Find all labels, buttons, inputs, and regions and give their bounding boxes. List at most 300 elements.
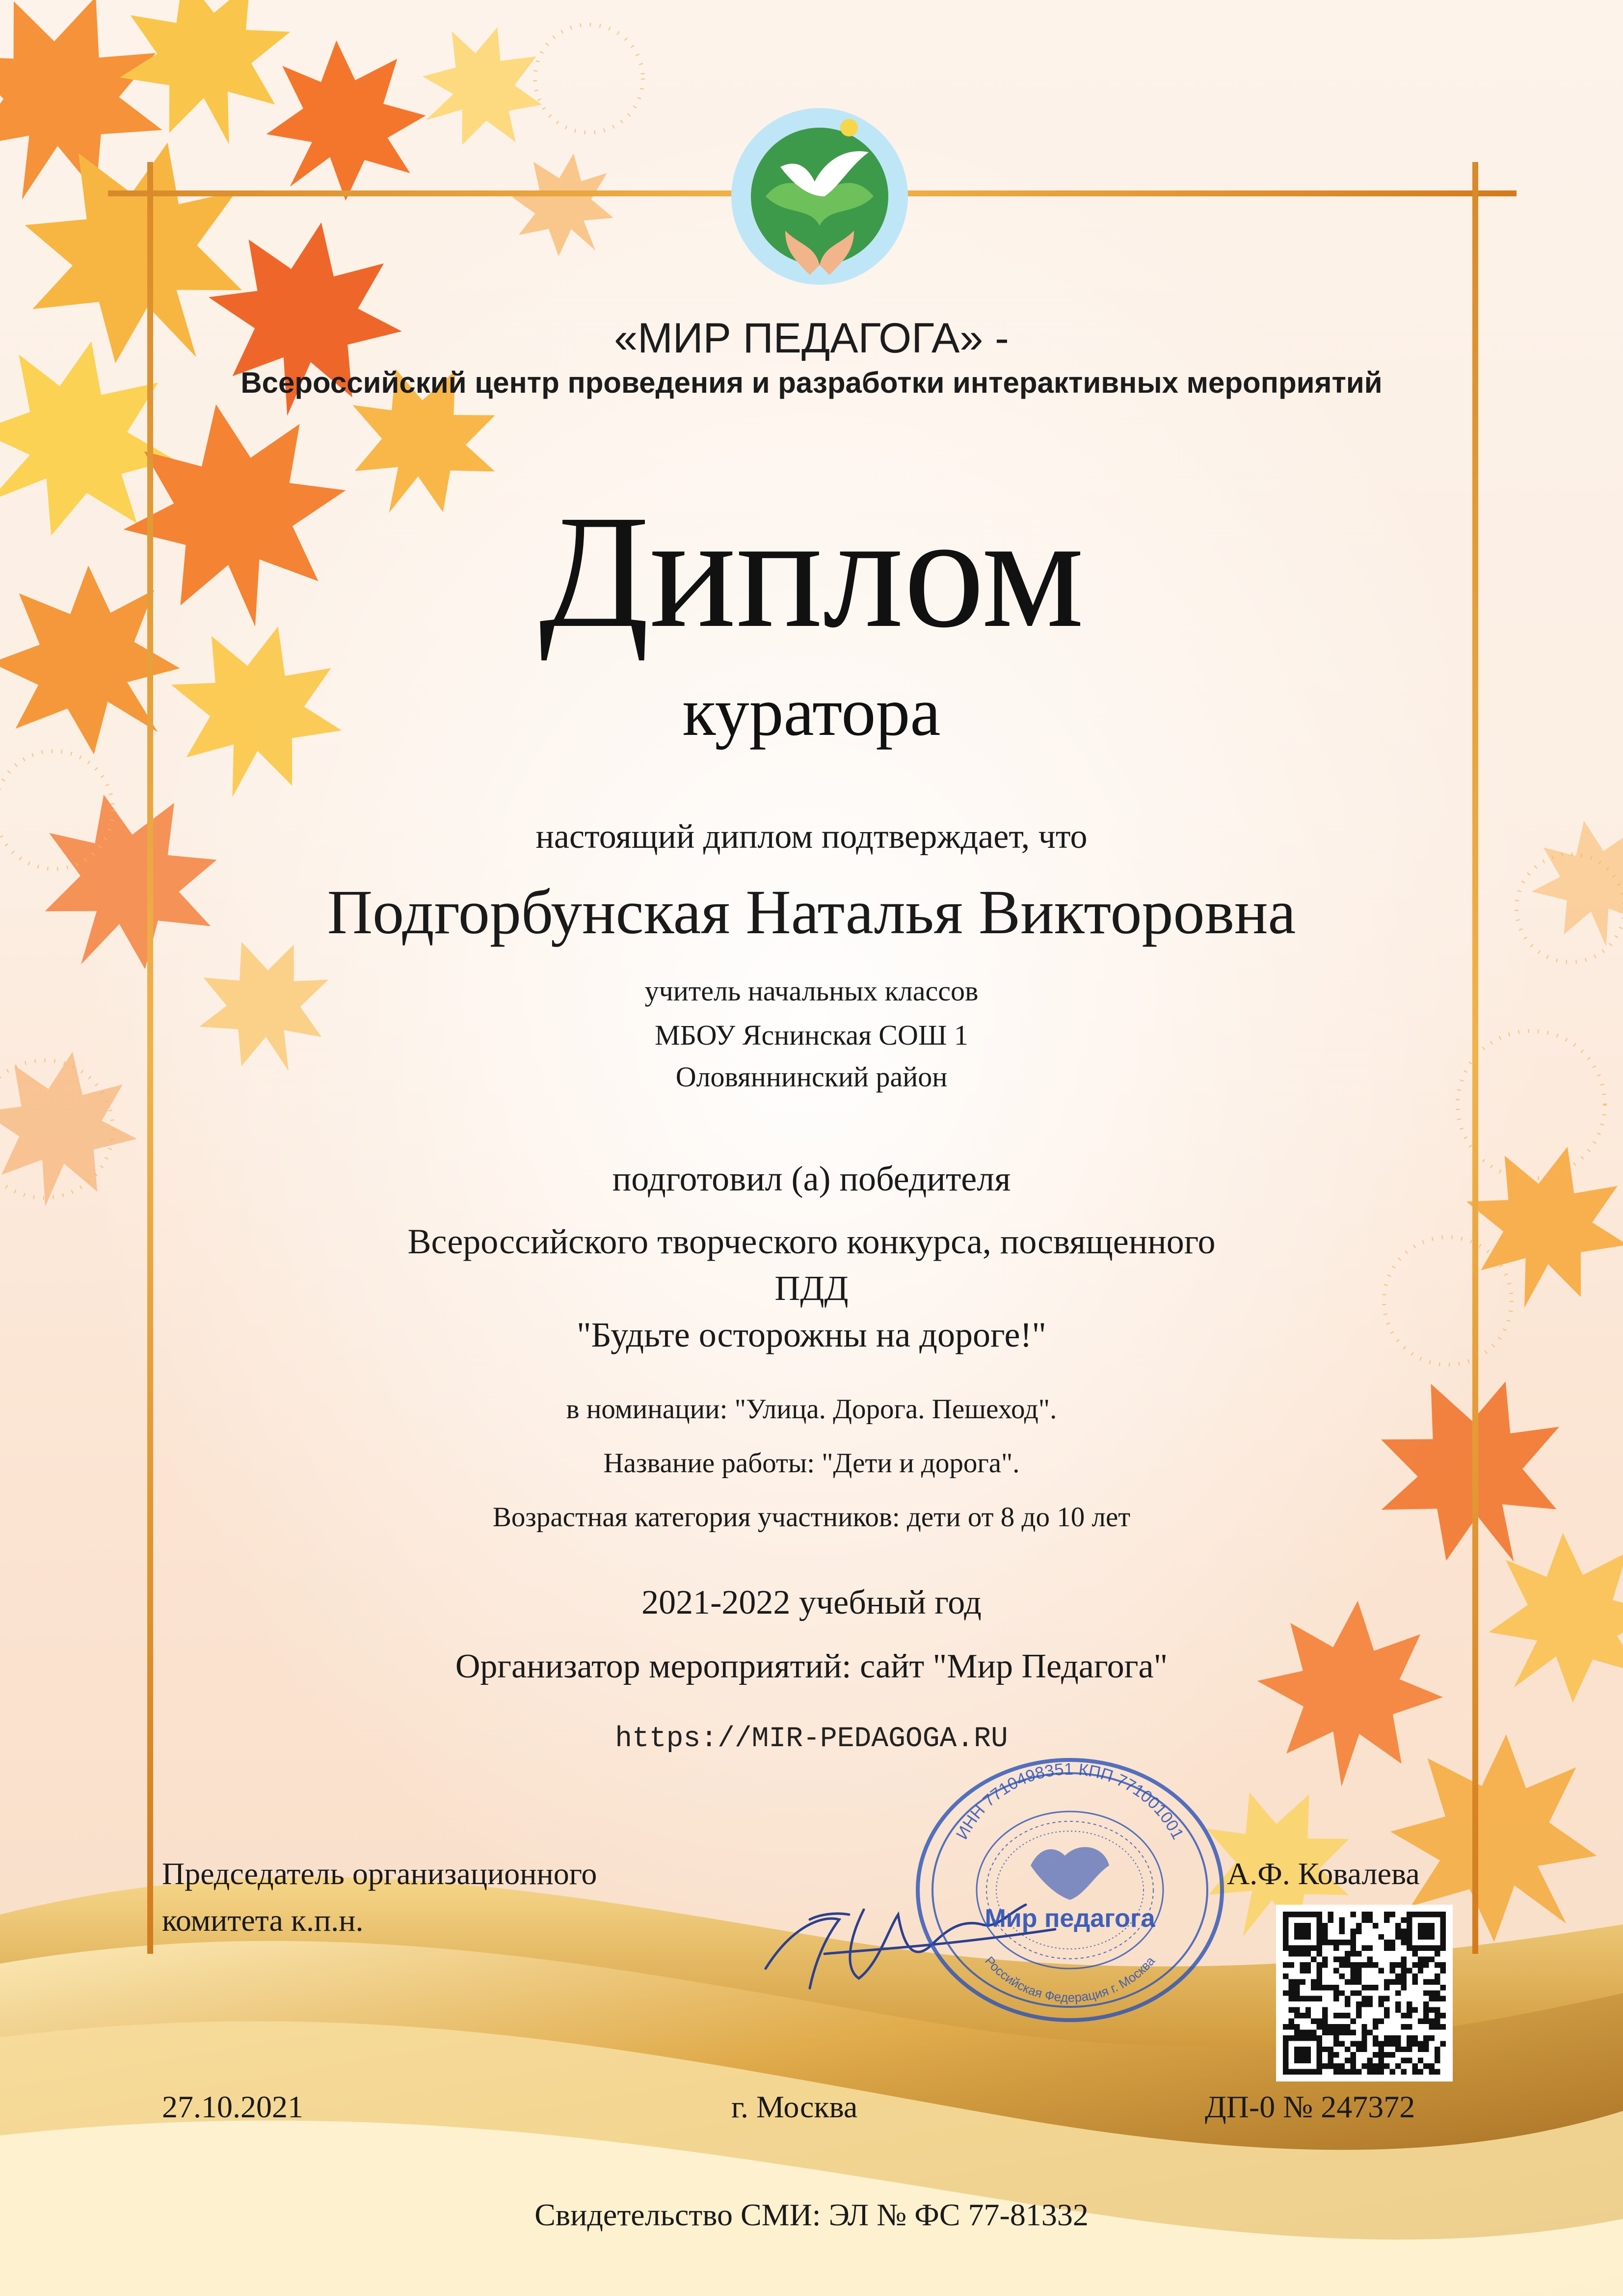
qr-module: [1423, 1912, 1429, 1917]
qr-module: [1322, 2007, 1328, 2013]
qr-module: [1345, 2024, 1350, 2029]
qr-module: [1429, 2063, 1435, 2069]
qr-module: [1367, 1957, 1373, 1962]
qr-module: [1317, 1923, 1322, 1928]
qr-module: [1300, 1928, 1305, 1934]
qr-module: [1361, 2047, 1367, 2052]
qr-module: [1333, 1940, 1339, 1945]
stamp-outer-text: ИНН 7710498351 КПП 771001001: [952, 1760, 1188, 1843]
qr-module: [1373, 1923, 1378, 1928]
qr-module: [1333, 2013, 1339, 2018]
qr-module: [1423, 2001, 1429, 2007]
qr-module: [1407, 1968, 1412, 1973]
qr-module: [1300, 2058, 1305, 2063]
qr-module: [1305, 2035, 1311, 2041]
diploma-title: Диплом: [539, 482, 1084, 661]
qr-module: [1407, 2041, 1412, 2046]
qr-module: [1328, 1917, 1333, 1922]
qr-module: [1345, 1996, 1350, 2001]
qr-module: [1317, 1973, 1322, 1979]
qr-module: [1333, 1996, 1339, 2001]
qr-module: [1401, 1928, 1406, 1934]
qr-module: [1294, 1923, 1300, 1928]
qr-module: [1379, 2069, 1384, 2075]
qr-module: [1401, 1934, 1406, 1940]
qr-module: [1390, 2052, 1395, 2057]
qr-module: [1283, 1940, 1288, 1945]
qr-module: [1440, 1928, 1446, 1934]
qr-module: [1317, 1934, 1322, 1940]
qr-module: [1317, 2069, 1322, 2075]
qr-module: [1333, 2035, 1339, 2041]
qr-module: [1322, 2024, 1328, 2029]
qr-module: [1418, 2069, 1423, 2075]
qr-module: [1412, 1962, 1417, 1968]
qr-module: [1440, 1912, 1446, 1917]
qr-module: [1322, 2019, 1328, 2024]
qr-module: [1356, 2007, 1361, 2013]
qr-module: [1328, 1940, 1333, 1945]
qr-module: [1379, 2041, 1384, 2046]
qr-module: [1418, 2047, 1423, 2052]
qr-module: [1390, 2035, 1395, 2041]
stamp-center-text: Мир педагога: [984, 1904, 1155, 1933]
qr-module: [1407, 1912, 1412, 1917]
qr-module: [1333, 1985, 1339, 1990]
qr-module: [1429, 2007, 1435, 2013]
qr-module: [1390, 1979, 1395, 1984]
qr-module: [1300, 1962, 1305, 1968]
qr-module: [1322, 1985, 1328, 1990]
qr-module: [1379, 1996, 1384, 2001]
qr-module: [1429, 1990, 1435, 1996]
qr-module: [1423, 2007, 1429, 2013]
qr-module: [1407, 2007, 1412, 2013]
qr-module: [1384, 1917, 1389, 1922]
qr-module: [1361, 2024, 1367, 2029]
qr-module: [1350, 1951, 1356, 1956]
qr-module: [1311, 2019, 1316, 2024]
qr-module: [1423, 1945, 1429, 1951]
qr-module: [1339, 1940, 1344, 1945]
qr-module: [1361, 1962, 1367, 1968]
qr-module: [1317, 1985, 1322, 1990]
qr-module: [1322, 1934, 1328, 1940]
qr-module: [1412, 2069, 1417, 2075]
qr-module: [1390, 1940, 1395, 1945]
qr-module: [1440, 1945, 1446, 1951]
qr-module: [1305, 1912, 1311, 1917]
qr-module: [1317, 1940, 1322, 1945]
qr-module: [1412, 2035, 1417, 2041]
qr-module: [1418, 2041, 1423, 2046]
qr-module: [1311, 2029, 1316, 2035]
qr-module: [1345, 1962, 1350, 1968]
qr-module: [1356, 1951, 1361, 1956]
qr-module: [1345, 2058, 1350, 2063]
qr-module: [1395, 1934, 1401, 1940]
qr-module: [1384, 2013, 1389, 2018]
qr-module: [1345, 1979, 1350, 1984]
qr-module: [1294, 1979, 1300, 1984]
qr-module: [1283, 1973, 1288, 1979]
stamp-bottom-text: Российская Федерация г. Москва: [982, 1953, 1158, 2005]
qr-module: [1407, 1923, 1412, 1928]
qr-module: [1288, 2007, 1294, 2013]
qr-module: [1350, 2052, 1356, 2057]
qr-module: [1412, 1973, 1417, 1979]
qr-module: [1300, 1979, 1305, 1984]
qr-module: [1300, 1912, 1305, 1917]
qr-module: [1350, 1945, 1356, 1951]
qr-module: [1440, 2041, 1446, 2046]
qr-module: [1339, 2013, 1344, 2018]
qr-module: [1350, 2041, 1356, 2046]
qr-module: [1429, 1957, 1435, 1962]
qr-module: [1300, 2029, 1305, 2035]
qr-code: [1276, 1905, 1453, 2081]
qr-module: [1435, 1990, 1440, 1996]
media-certificate: Свидетельство СМИ: ЭЛ № ФС 77-81332: [534, 2197, 1089, 2232]
qr-module: [1379, 2052, 1384, 2057]
academic-year: 2021-2022 учебный год: [641, 1584, 982, 1621]
qr-module: [1423, 2019, 1429, 2024]
qr-module: [1384, 1940, 1389, 1945]
qr-module: [1305, 2007, 1311, 2013]
qr-module: [1401, 1985, 1406, 1990]
qr-module: [1328, 2058, 1333, 2063]
qr-module: [1361, 1996, 1367, 2001]
qr-module: [1311, 2069, 1316, 2075]
qr-module: [1361, 2029, 1367, 2035]
qr-module: [1395, 1928, 1401, 1934]
qr-module: [1350, 2029, 1356, 2035]
qr-module: [1356, 1962, 1361, 1968]
qr-module: [1283, 1917, 1288, 1922]
qr-module: [1395, 2007, 1401, 2013]
qr-module: [1429, 1934, 1435, 1940]
qr-module: [1328, 2063, 1333, 2069]
qr-module: [1418, 1945, 1423, 1951]
qr-module: [1435, 1979, 1440, 1984]
qr-module: [1339, 2029, 1344, 2035]
qr-module: [1367, 2001, 1373, 2007]
qr-module: [1418, 1962, 1423, 1968]
qr-module: [1379, 2019, 1384, 2024]
qr-module: [1288, 1945, 1294, 1951]
qr-module: [1367, 1985, 1373, 1990]
qr-module: [1333, 1968, 1339, 1973]
qr-module: [1288, 1990, 1294, 1996]
qr-module: [1435, 2058, 1440, 2063]
qr-module: [1305, 2069, 1311, 2075]
qr-module: [1435, 2007, 1440, 2013]
qr-module: [1345, 2029, 1350, 2035]
qr-module: [1407, 1934, 1412, 1940]
qr-module: [1311, 1996, 1316, 2001]
qr-module: [1390, 1962, 1395, 1968]
qr-module: [1440, 1996, 1446, 2001]
qr-module: [1356, 1979, 1361, 1984]
qr-module: [1283, 2024, 1288, 2029]
qr-module: [1317, 1912, 1322, 1917]
qr-module: [1317, 2052, 1322, 2057]
qr-module: [1283, 2063, 1288, 2069]
qr-module: [1418, 2019, 1423, 2024]
qr-module: [1429, 1923, 1435, 1928]
qr-module: [1384, 2007, 1389, 2013]
qr-module: [1305, 2013, 1311, 2018]
qr-module: [1305, 1945, 1311, 1951]
qr-module: [1356, 1973, 1361, 1979]
qr-module: [1407, 2035, 1412, 2041]
qr-module: [1328, 1912, 1333, 1917]
qr-module: [1322, 2047, 1328, 2052]
qr-module: [1300, 2035, 1305, 2041]
recipient-name: Подгорбунская Наталья Викторовна: [327, 877, 1296, 947]
qr-module: [1356, 2047, 1361, 2052]
qr-module: [1294, 1985, 1300, 1990]
qr-module: [1283, 2041, 1288, 2046]
qr-module: [1373, 2035, 1378, 2041]
qr-module: [1435, 2019, 1440, 2024]
qr-module: [1373, 2041, 1378, 2046]
qr-module: [1407, 1940, 1412, 1945]
qr-module: [1305, 2029, 1311, 2035]
qr-module: [1407, 1945, 1412, 1951]
qr-module: [1345, 1957, 1350, 1962]
qr-module: [1317, 1945, 1322, 1951]
qr-module: [1333, 1945, 1339, 1951]
qr-module: [1423, 2063, 1429, 2069]
qr-module: [1294, 1945, 1300, 1951]
qr-module: [1300, 2069, 1305, 2075]
qr-module: [1423, 1934, 1429, 1940]
qr-module: [1401, 2024, 1406, 2029]
qr-module: [1440, 1917, 1446, 1922]
contest-line-2: ПДД: [774, 1269, 849, 1308]
qr-module: [1356, 2001, 1361, 2007]
qr-module: [1373, 2069, 1378, 2075]
qr-module: [1283, 1945, 1288, 1951]
qr-module: [1288, 2019, 1294, 2024]
qr-module: [1367, 2063, 1373, 2069]
qr-module: [1283, 1990, 1288, 1996]
issue-city: г. Москва: [731, 2089, 858, 2124]
qr-module: [1300, 1968, 1305, 1973]
qr-module: [1367, 1912, 1373, 1917]
website-url: https://MIR-PEDAGOGA.RU: [615, 1723, 1008, 1755]
qr-module: [1440, 1923, 1446, 1928]
qr-module: [1401, 2047, 1406, 2052]
qr-module: [1412, 2041, 1417, 2046]
qr-module: [1373, 2063, 1378, 2069]
qr-module: [1322, 2029, 1328, 2035]
qr-module: [1423, 1979, 1429, 1984]
qr-module: [1322, 2013, 1328, 2018]
qr-module: [1345, 2047, 1350, 2052]
qr-module: [1317, 2024, 1322, 2029]
qr-module: [1283, 1923, 1288, 1928]
qr-module: [1390, 1968, 1395, 1973]
qr-module: [1429, 2019, 1435, 2024]
qr-module: [1317, 1962, 1322, 1968]
qr-module: [1311, 2035, 1316, 2041]
qr-module: [1322, 1962, 1328, 1968]
qr-module: [1356, 1923, 1361, 1928]
qr-module: [1361, 2041, 1367, 2046]
qr-module: [1288, 2035, 1294, 2041]
qr-module: [1379, 2063, 1384, 2069]
qr-module: [1429, 1945, 1435, 1951]
qr-module: [1361, 2001, 1367, 2007]
mir-pedagoga-logo: [726, 98, 913, 295]
qr-module: [1322, 1940, 1328, 1945]
qr-module: [1401, 1940, 1406, 1945]
qr-module: [1440, 1934, 1446, 1940]
qr-module: [1283, 2052, 1288, 2057]
qr-module: [1356, 2013, 1361, 2018]
organization-name: «МИР ПЕДАГОГА» -: [614, 315, 1009, 362]
qr-module: [1429, 2024, 1435, 2029]
qr-module: [1300, 1945, 1305, 1951]
qr-module: [1311, 1912, 1316, 1917]
qr-module: [1373, 2024, 1378, 2029]
qr-module: [1300, 1951, 1305, 1956]
qr-module: [1367, 2058, 1373, 2063]
qr-module: [1379, 2001, 1384, 2007]
qr-module: [1395, 2063, 1401, 2069]
qr-module: [1367, 1945, 1373, 1951]
qr-module: [1361, 1917, 1367, 1922]
qr-module: [1429, 1996, 1435, 2001]
qr-module: [1440, 1985, 1446, 1990]
qr-module: [1395, 1973, 1401, 1979]
qr-module: [1328, 2052, 1333, 2057]
qr-module: [1300, 1996, 1305, 2001]
qr-module: [1440, 1968, 1446, 1973]
qr-module: [1350, 1962, 1356, 1968]
qr-module: [1333, 2069, 1339, 2075]
qr-module: [1345, 2013, 1350, 2018]
qr-module: [1401, 1973, 1406, 1979]
qr-module: [1317, 2035, 1322, 2041]
recipient-school: МБОУ Яснинская СОШ 1: [655, 1019, 968, 1051]
qr-module: [1435, 2013, 1440, 2018]
qr-module: [1435, 1951, 1440, 1956]
qr-module: [1300, 2052, 1305, 2057]
qr-module: [1395, 2041, 1401, 2046]
qr-module: [1423, 1957, 1429, 1962]
nomination-text: в номинации: "Улица. Дорога. Пешеход".: [566, 1394, 1057, 1425]
qr-module: [1429, 1912, 1435, 1917]
qr-module: [1333, 2063, 1339, 2069]
qr-module: [1294, 2024, 1300, 2029]
svg-text:Российская Федерация г. Москва: [982, 1953, 1158, 2005]
qr-module: [1384, 1945, 1389, 1951]
qr-module: [1305, 1951, 1311, 1956]
qr-module: [1361, 2035, 1367, 2041]
qr-module: [1339, 1957, 1344, 1962]
qr-module: [1311, 1985, 1316, 1990]
qr-module: [1401, 2013, 1406, 2018]
qr-module: [1423, 1990, 1429, 1996]
qr-module: [1294, 1912, 1300, 1917]
qr-module: [1283, 1934, 1288, 1940]
qr-module: [1423, 2047, 1429, 2052]
qr-module: [1435, 1912, 1440, 1917]
qr-module: [1367, 1917, 1373, 1922]
qr-module: [1317, 1996, 1322, 2001]
qr-module: [1384, 2035, 1389, 2041]
qr-module: [1350, 1990, 1356, 1996]
qr-module: [1283, 1912, 1288, 1917]
qr-module: [1294, 1928, 1300, 1934]
qr-module: [1305, 1996, 1311, 2001]
qr-module: [1407, 2013, 1412, 2018]
qr-module: [1328, 2047, 1333, 2052]
qr-module: [1356, 1990, 1361, 1996]
qr-module: [1384, 1912, 1389, 1917]
qr-module: [1288, 1912, 1294, 1917]
qr-module: [1322, 1928, 1328, 1934]
achievement-text: подготовил (а) победителя: [612, 1159, 1011, 1198]
qr-module: [1339, 1917, 1344, 1922]
qr-module: [1333, 2024, 1339, 2029]
qr-module: [1418, 1934, 1423, 1940]
qr-module: [1283, 1928, 1288, 1934]
qr-module: [1356, 1928, 1361, 1934]
qr-module: [1283, 2035, 1288, 2041]
qr-module: [1350, 2063, 1356, 2069]
qr-module: [1345, 2001, 1350, 2007]
qr-module: [1390, 2069, 1395, 2075]
qr-module: [1429, 2069, 1435, 2075]
qr-module: [1412, 1979, 1417, 1984]
qr-module: [1317, 2041, 1322, 2046]
qr-module: [1288, 1979, 1294, 1984]
qr-module: [1317, 2047, 1322, 2052]
qr-module: [1328, 2029, 1333, 2035]
qr-module: [1317, 1968, 1322, 1973]
qr-module: [1300, 2013, 1305, 2018]
qr-module: [1435, 1973, 1440, 1979]
qr-module: [1305, 1962, 1311, 1968]
qr-module: [1311, 1979, 1316, 1984]
qr-module: [1350, 1940, 1356, 1945]
qr-module: [1367, 1996, 1373, 2001]
qr-module: [1339, 1973, 1344, 1979]
qr-module: [1317, 1917, 1322, 1922]
qr-module: [1373, 2019, 1378, 2024]
qr-module: [1322, 1923, 1328, 1928]
qr-module: [1395, 1923, 1401, 1928]
qr-module: [1288, 1951, 1294, 1956]
qr-module: [1429, 1928, 1435, 1934]
qr-module: [1379, 2058, 1384, 2063]
recipient-position: учитель начальных классов: [644, 975, 979, 1007]
qr-module: [1345, 1951, 1350, 1956]
qr-module: [1418, 1957, 1423, 1962]
signer-role-line-2: комитета к.п.н.: [162, 1903, 364, 1938]
qr-module: [1423, 1923, 1429, 1928]
qr-module: [1401, 2069, 1406, 2075]
qr-module: [1288, 1985, 1294, 1990]
qr-module: [1305, 2052, 1311, 2057]
qr-module: [1407, 1928, 1412, 1934]
qr-module: [1395, 1962, 1401, 1968]
qr-module: [1317, 1928, 1322, 1934]
